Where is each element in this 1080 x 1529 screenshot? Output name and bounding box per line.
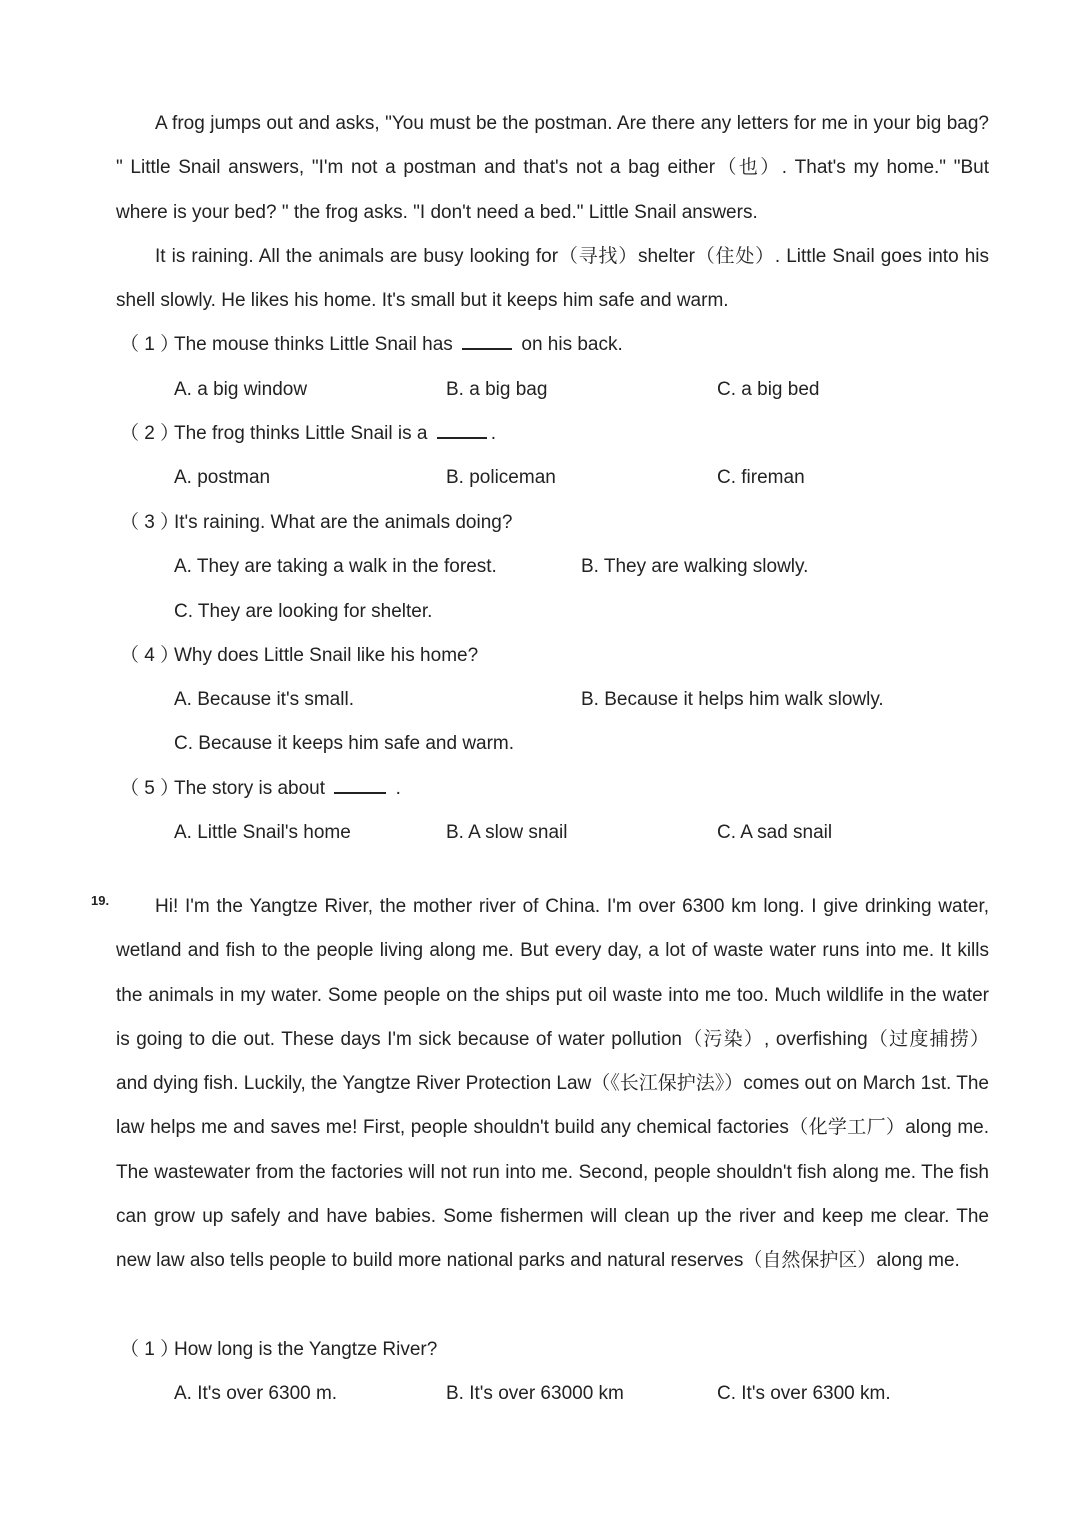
question-stem xyxy=(120,641,478,671)
question-text: The frog thinks Little Snail is a xyxy=(174,423,428,444)
option-a: A. It's over 6300 m. xyxy=(174,1383,338,1404)
option-b: B. They are walking slowly. xyxy=(581,556,809,577)
question-text: How long is the Yangtze River? xyxy=(174,1339,438,1360)
passage-paragraph: Hi! I'm the Yangtze River, the mother river of China. I'm over 6300 km long. I give drinking water, wetland and fish to the people living along me. But every day, a lot of waste water runs into me. It kills the animals in my water. Some people on the ships put oil waste into me too. Much wildlife in the water is going to die out. These days I'm sick because of water pollution（污染）, overfishing（过度捕捞）and dying fish. Luckily, the Yangtze River Protection Law（《长江保护法》）comes out on March 1st. The law helps me and saves me! First, people shouldn't build any chemical factories（化学工厂）along me. The wastewater from the factories will not run into me. Second, people shouldn't fish along me. The fish can grow up safely and have babies. Some fishermen will clean up the river and keep me clear. The new law also tells people to build more national parks and natural reserves（自然保护区）along me. xyxy=(116,896,989,1272)
option-c: C. A sad snail xyxy=(717,822,833,843)
option-c: C. Because it keeps him safe and warm. xyxy=(174,733,515,754)
option-a: A. a big window xyxy=(174,379,308,400)
option-b: B. a big bag xyxy=(446,379,548,400)
question-number: （ 1 ） xyxy=(120,334,180,355)
answer-blank xyxy=(334,774,386,794)
question-number: （ 2 ） xyxy=(120,423,180,444)
option-a: A. postman xyxy=(174,467,271,488)
option-c: C. fireman xyxy=(717,467,805,488)
option-b: B. A slow snail xyxy=(446,822,568,843)
question-stem xyxy=(120,330,623,360)
passage-paragraph: It is raining. All the animals are busy looking for（寻找）shelter（住处）. Little Snail goes into his shell slowly. He likes his home. It's small but it keeps him safe and warm. xyxy=(116,246,989,312)
option-a: A. Little Snail's home xyxy=(174,822,351,843)
question-number: （ 1 ） xyxy=(120,1339,180,1360)
question-text-after: on his back. xyxy=(521,334,623,355)
question-text: Why does Little Snail like his home? xyxy=(174,645,479,666)
question-text: The story is about xyxy=(174,778,326,799)
option-c: C. a big bed xyxy=(717,379,820,400)
option-a: A. Because it's small. xyxy=(174,689,354,710)
answer-blank xyxy=(462,330,512,350)
question-group-number: 19. xyxy=(91,893,110,908)
question-text-after: . xyxy=(395,778,401,799)
question-text: It's raining. What are the animals doing? xyxy=(174,512,513,533)
question-stem xyxy=(120,508,512,538)
question-number: （ 4 ） xyxy=(120,645,180,666)
passage-paragraph: A frog jumps out and asks, "You must be the postman. Are there any letters for me in your big bag? " Little Snail answers, "I'm not a postman and that's not a bag either（也）. That's my home." "But where is your bed? " the frog asks. "I don't need a bed." Little Snail answers. xyxy=(116,113,989,223)
question-number: （ 5 ） xyxy=(120,778,180,799)
question-stem xyxy=(120,1335,437,1365)
question-text-after: . xyxy=(490,423,497,444)
question-number: （ 3 ） xyxy=(120,512,180,533)
option-c: C. They are looking for shelter. xyxy=(174,601,433,622)
option-b: B. Because it helps him walk slowly. xyxy=(581,689,884,710)
question-stem xyxy=(120,774,401,804)
option-a: A. They are taking a walk in the forest. xyxy=(174,556,497,577)
option-b: B. policeman xyxy=(446,467,556,488)
answer-blank xyxy=(437,419,487,439)
option-b: B. It's over 63000 km xyxy=(446,1383,624,1404)
question-text: The mouse thinks Little Snail has xyxy=(174,334,453,355)
question-stem xyxy=(120,419,496,449)
option-c: C. It's over 6300 km. xyxy=(717,1383,891,1404)
